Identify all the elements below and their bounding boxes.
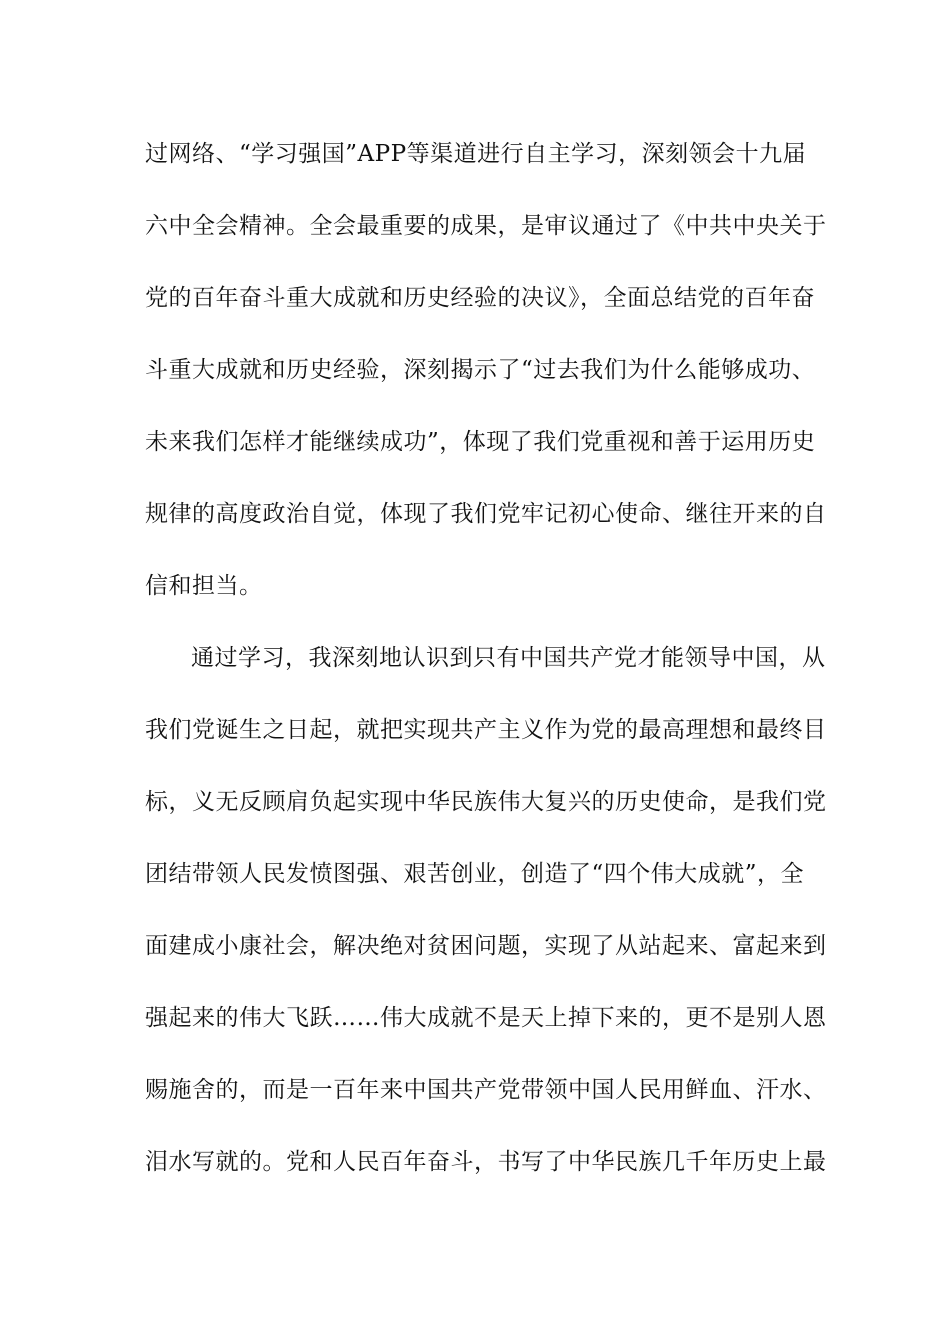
text-line: 赐施舍的，而是一百年来中国共产党带领中国人民用鲜血、汗水、 bbox=[145, 1077, 827, 1103]
text-line: 六中全会精神。全会最重要的成果，是审议通过了《中共中央关于 bbox=[145, 213, 827, 239]
text-line: 规律的高度政治自觉，体现了我们党牢记初心使命、继往开来的自 bbox=[145, 501, 827, 527]
text-line: 强起来的伟大飞跃……伟大成就不是天上掉下来的，更不是别人恩 bbox=[145, 1005, 827, 1031]
text-line: 党的百年奋斗重大成就和历史经验的决议》，全面总结党的百年奋 bbox=[145, 285, 815, 311]
text-line: 泪水写就的。党和人民百年奋斗，书写了中华民族几千年历史上最 bbox=[145, 1149, 827, 1175]
text-line: 过网络、“学习强国”APP等渠道进行自主学习，深刻领会十九届 bbox=[145, 141, 807, 167]
text-line: 标，义无反顾肩负起实现中华民族伟大复兴的历史使命，是我们党 bbox=[145, 789, 827, 815]
text-line: 团结带领人民发愤图强、艰苦创业，创造了“四个伟大成就”，全 bbox=[145, 861, 805, 887]
text-line: 面建成小康社会，解决绝对贫困问题，实现了从站起来、富起来到 bbox=[145, 933, 827, 959]
text-line: 信和担当。 bbox=[145, 573, 263, 599]
paragraph-first-line: 通过学习，我深刻地认识到只有中国共产党才能领导中国，从 bbox=[191, 645, 826, 671]
text-line: 未来我们怎样才能继续成功”，体现了我们党重视和善于运用历史 bbox=[145, 429, 816, 455]
text-line: 我们党诞生之日起，就把实现共产主义作为党的最高理想和最终目 bbox=[145, 717, 827, 743]
text-line: 斗重大成就和历史经验，深刻揭示了“过去我们为什么能够成功、 bbox=[145, 357, 816, 383]
